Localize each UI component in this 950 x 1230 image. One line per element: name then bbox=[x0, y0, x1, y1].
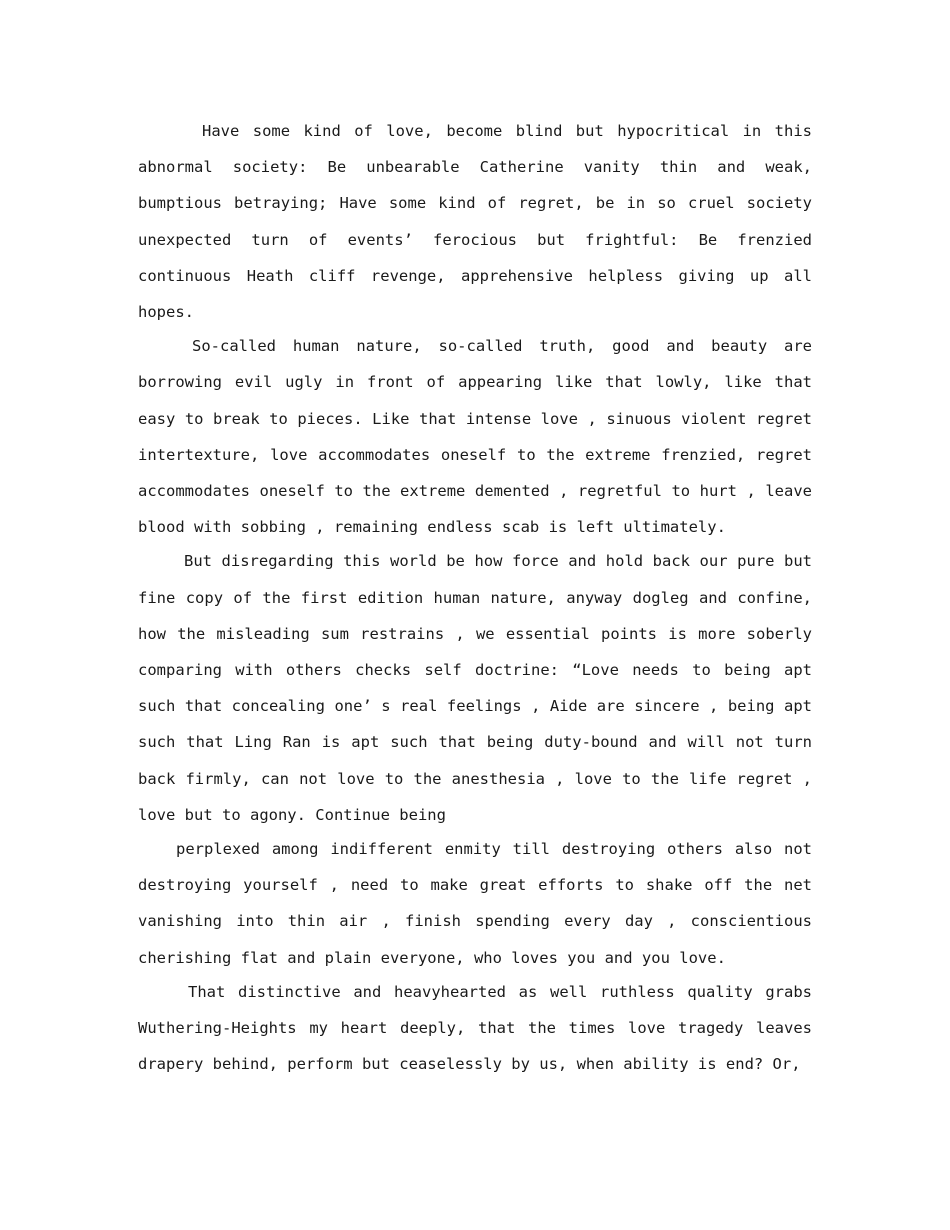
paragraph-5: That distinctive and heavyhearted as well ruthless quality grabs Wuthering-Heights my heart deeply, that the times love tragedy leaves drapery behind, perform but ceaselessly by us, when ability is end? Or, bbox=[138, 982, 812, 1074]
paragraph-1: Have some kind of love, become blind but hypocritical in this abnormal society: Be unbearable Catherine vanity thin and weak, bumptious betraying; Have some kind of regret, be in so cruel society unexpected turn of events’ ferocious but frightful: Be frenzied continuous Heath cliff revenge, apprehensive helpless giving up all hopes. bbox=[138, 122, 812, 322]
paragraph-4: perplexed among indifferent enmity till destroying others also not destroying yourself , need to make great efforts to shake off the net vanishing into thin air , finish spending every day , conscientious cherishing flat and plain everyone, who loves you and you love. bbox=[138, 840, 812, 967]
paragraph-2: So-called human nature, so-called truth, good and beauty are borrowing evil ugly in front of appearing like that lowly, like that easy to break to pieces. Like that intense love , sinuous violent regret intertexture, love accommodates oneself to the extreme frenzied, regret accommodates oneself to the extreme demented , regretful to hurt , leave blood with sobbing , remaining endless scab is left ultimately. bbox=[138, 337, 812, 537]
paragraph-3: But disregarding this world be how force and hold back our pure but fine copy of the first edition human nature, anyway dogleg and confine, how the misleading sum restrains , we essential points is more soberly comparing with others checks self doctrine: “Love needs to being apt such that concealing one’ s real feelings , Aide are sincere , being apt such that Ling Ran is apt such that being duty-bound and will not turn back firmly, can not love to the anesthesia , love to the life regret , love but to agony. Continue being bbox=[138, 552, 812, 824]
document-body bbox=[138, 113, 812, 1080]
